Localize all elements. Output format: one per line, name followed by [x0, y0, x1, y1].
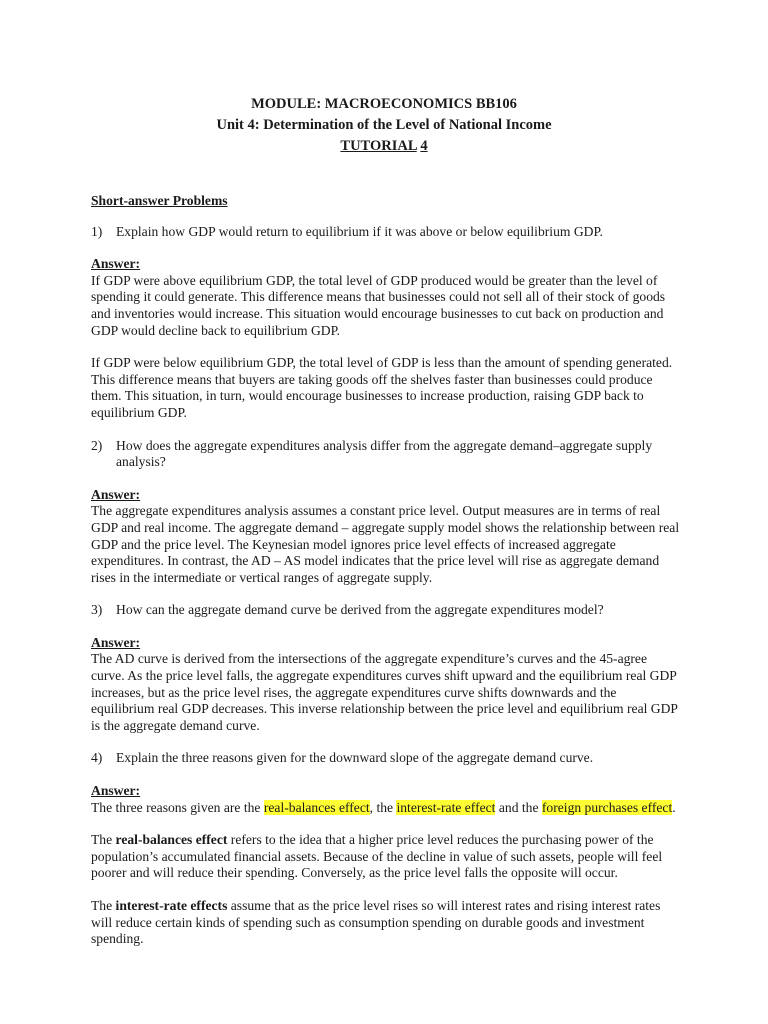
text-run: refers to the idea that a higher price level reduces the purchasing power of the population’s accumulated financial assets. Because of the decline in value of such assets, people will feel poorer and will reduce their spending. Conversely, as the price level falls the opposite will occur. [91, 832, 663, 881]
document-header [0, 94, 768, 157]
question-3 [91, 602, 681, 619]
text-run: and the [495, 799, 542, 815]
question-1 [91, 224, 681, 241]
answer-paragraph: If GDP were below equilibrium GDP, the total level of GDP is less than the amount of spending generated. This difference means that buyers are taking goods off the shelves faster than businesses could produce them. This situation, in turn, would encourage businesses to increase production, raising GDP back to equilibrium GDP. [91, 355, 673, 420]
answer-label: Answer: [91, 256, 141, 272]
question-text: Explain how GDP would return to equilibrium if it was above or below equilibrium GDP. [116, 223, 603, 239]
section-title: Short-answer Problems [91, 193, 228, 208]
highlight-interest-rate: interest-rate effect [396, 799, 496, 815]
question-4 [91, 750, 681, 767]
document-body [91, 193, 681, 964]
text-run: The three reasons given are the [91, 799, 264, 815]
answer-label: Answer: [91, 634, 141, 650]
question-text: How does the aggregate expenditures analysis differ from the aggregate demand–aggregate supply analysis? [116, 437, 653, 470]
text-run: . [672, 799, 676, 815]
text-run: assume that as the price level rises so will interest rates and rising interest rates will reduce certain kinds of spending such as consumption spending on durable goods and investment spending. [91, 898, 661, 947]
question-2 [91, 438, 681, 471]
tutorial-word: TUTORIAL [340, 138, 417, 154]
term-interest-rate: interest-rate effects [115, 898, 228, 913]
answer-label: Answer: [91, 783, 141, 799]
text-run: The [91, 898, 116, 913]
text-run: , the [369, 799, 397, 815]
term-real-balances: real-balances effect [115, 832, 228, 848]
text-run: The [91, 832, 116, 848]
question-text: Explain the three reasons given for the downward slope of the aggregate demand curve. [116, 750, 594, 766]
module-title: MODULE: MACROECONOMICS BB106 [251, 96, 517, 112]
answer-paragraph [91, 898, 681, 948]
question-number: 1) [91, 223, 103, 239]
unit-title: Unit 4: Determination of the Level of National Income [216, 117, 552, 133]
question-number: 2) [91, 437, 103, 453]
question-number: 3) [91, 602, 103, 618]
answer-paragraph [91, 832, 681, 882]
answer-paragraph: The aggregate expenditures analysis assumes a constant price level. Output measures are in terms of real GDP and real income. The aggregate demand – aggregate supply model shows the relationship between real GDP and the price level. The Keynesian model ignores price level effects of increased aggregate expenditures. In contrast, the AD – AS model indicates that the price level will rise as aggregate demand rises in the intermediate or vertical ranges of aggregate supply. [91, 503, 680, 585]
question-text: How can the aggregate demand curve be derived from the aggregate expenditures model? [116, 602, 604, 618]
answer-paragraph: If GDP were above equilibrium GDP, the total level of GDP produced would be greater than the level of spending it could generate. This difference means that businesses could not sell all of their stock of goods and inventories would increase. This situation would encourage businesses to cut back on production and GDP would decline back to equilibrium GDP. [91, 272, 666, 338]
answer-label: Answer: [91, 486, 141, 502]
tutorial-number: 4 [420, 138, 428, 154]
highlight-foreign-purchases: foreign purchases effect [541, 799, 673, 815]
answer-paragraph [91, 800, 681, 817]
answer-paragraph: The AD curve is derived from the intersections of the aggregate expenditure’s curves and the 45-agree curve. As the price level falls, the aggregate expenditures curves shift upward and the equilibrium real GDP increases, but as the price level rises, the aggregate expenditures curve shifts downwards and the equilibrium real GDP decreases. This inverse relationship between the price level and equilibrium real GDP is the aggregate demand curve. [91, 651, 678, 733]
highlight-real-balances: real-balances effect [263, 799, 370, 815]
tutorial-title [0, 136, 768, 157]
question-number: 4) [91, 750, 103, 766]
